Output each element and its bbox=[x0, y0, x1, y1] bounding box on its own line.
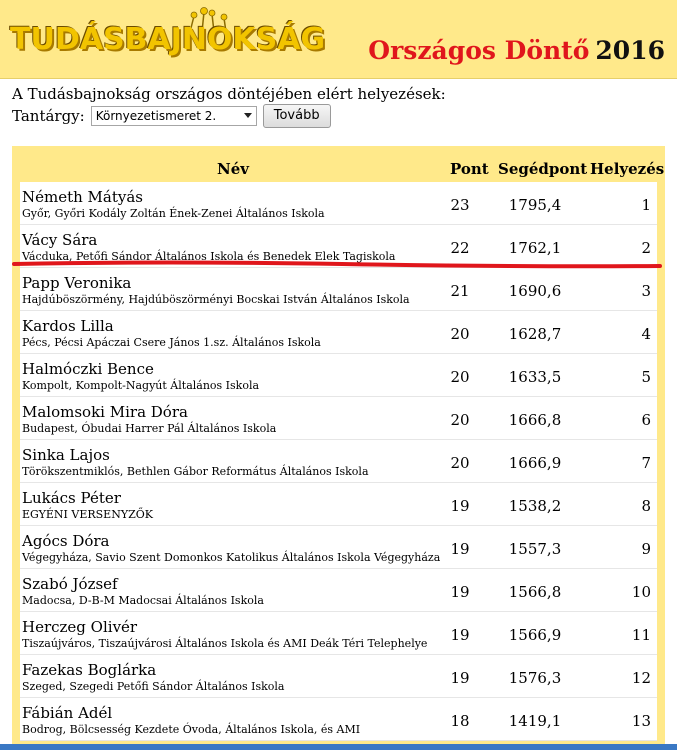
placement-cell: 3 bbox=[641, 282, 651, 300]
auxiliary-points-cell: 1419,1 bbox=[508, 712, 562, 730]
placement-cell: 12 bbox=[631, 669, 651, 687]
table-row bbox=[20, 483, 657, 526]
table-row bbox=[20, 569, 657, 612]
auxiliary-points-cell: 1566,8 bbox=[508, 583, 562, 601]
student-name: Lukács Péter bbox=[22, 489, 121, 507]
auxiliary-points-cell: 1690,6 bbox=[508, 282, 562, 300]
student-school: Győr, Győri Kodály Zoltán Ének-Zenei Általános Iskola bbox=[22, 207, 325, 220]
auxiliary-points-cell: 1633,5 bbox=[508, 368, 562, 386]
student-school: Bodrog, Bölcsesség Kezdete Óvoda, Általános Iskola, és AMI bbox=[22, 723, 361, 736]
placement-cell: 13 bbox=[631, 712, 651, 730]
auxiliary-points-cell: 1762,1 bbox=[508, 239, 562, 257]
table-row bbox=[20, 397, 657, 440]
subject-select-value: Környezetismeret 2. bbox=[95, 109, 217, 123]
points-cell: 20 bbox=[450, 368, 470, 386]
intro-text: A Tudásbajnokság országos döntéjében elért helyezések: bbox=[12, 85, 446, 103]
points-cell: 22 bbox=[450, 239, 470, 257]
table-row bbox=[20, 268, 657, 311]
os-taskbar bbox=[0, 744, 677, 750]
site-logo[interactable]: TUDÁSBAJNOKSÁG bbox=[10, 22, 326, 57]
points-cell: 19 bbox=[450, 626, 470, 644]
points-cell: 21 bbox=[450, 282, 470, 300]
placement-cell: 1 bbox=[641, 196, 651, 214]
table-row bbox=[20, 698, 657, 741]
student-name: Halmóczki Bence bbox=[22, 360, 154, 378]
placement-cell: 9 bbox=[641, 540, 651, 558]
highlight-underline bbox=[12, 258, 662, 270]
student-school: Vácduka, Petőfi Sándor Általános Iskola és Benedek Elek Tagiskola bbox=[22, 250, 396, 263]
auxiliary-points-cell: 1795,4 bbox=[508, 196, 562, 214]
student-school: Szeged, Szegedi Petőfi Sándor Általános Iskola bbox=[22, 680, 285, 693]
student-school: EGYÉNI VERSENYZŐK bbox=[22, 508, 153, 521]
site-header bbox=[0, 0, 677, 79]
student-name: Sinka Lajos bbox=[22, 446, 110, 464]
table-row bbox=[20, 182, 657, 225]
points-cell: 19 bbox=[450, 540, 470, 558]
subject-select[interactable] bbox=[91, 106, 257, 126]
student-name: Vácy Sára bbox=[22, 231, 98, 249]
points-cell: 23 bbox=[450, 196, 470, 214]
header-name: Név bbox=[217, 160, 249, 178]
table-row bbox=[20, 440, 657, 483]
student-school: Madocsa, D-B-M Madocsai Általános Iskola bbox=[22, 594, 264, 607]
chevron-down-icon bbox=[244, 113, 252, 118]
points-cell: 19 bbox=[450, 583, 470, 601]
auxiliary-points-cell: 1566,9 bbox=[508, 626, 562, 644]
header-segedpont: Segédpont bbox=[498, 160, 588, 178]
student-name: Németh Mátyás bbox=[22, 188, 144, 206]
table-row bbox=[20, 612, 657, 655]
points-cell: 20 bbox=[450, 411, 470, 429]
student-name: Agócs Dóra bbox=[22, 532, 110, 550]
points-cell: 20 bbox=[450, 454, 470, 472]
student-school: Tiszaújváros, Tiszaújvárosi Általános Iskola és AMI Deák Téri Telephelye bbox=[22, 637, 428, 650]
student-school: Pécs, Pécsi Apáczai Csere János 1.sz. Általános Iskola bbox=[22, 336, 321, 349]
student-school: Törökszentmiklós, Bethlen Gábor Református Általános Iskola bbox=[22, 465, 369, 478]
student-name: Kardos Lilla bbox=[22, 317, 114, 335]
subject-label: Tantárgy: bbox=[12, 107, 85, 125]
table-row bbox=[20, 311, 657, 354]
student-name: Fábián Adél bbox=[22, 704, 113, 722]
student-school: Budapest, Óbudai Harrer Pál Általános Iskola bbox=[22, 422, 277, 435]
points-cell: 20 bbox=[450, 325, 470, 343]
student-name: Papp Veronika bbox=[22, 274, 132, 292]
header-pont: Pont bbox=[450, 160, 489, 178]
table-row bbox=[20, 526, 657, 569]
title-year: 2016 bbox=[595, 36, 665, 65]
table-row bbox=[20, 655, 657, 698]
auxiliary-points-cell: 1628,7 bbox=[508, 325, 562, 343]
student-school: Hajdúböszörmény, Hajdúböszörményi Bocskai István Általános Iskola bbox=[22, 293, 410, 306]
student-school: Végegyháza, Savio Szent Domonkos Katolikus Általános Iskola Végegyháza bbox=[22, 551, 441, 564]
placement-cell: 7 bbox=[641, 454, 651, 472]
title-text: Országos Döntő bbox=[368, 36, 590, 65]
points-cell: 19 bbox=[450, 497, 470, 515]
results-panel bbox=[12, 146, 665, 750]
placement-cell: 8 bbox=[641, 497, 651, 515]
student-name: Fazekas Boglárka bbox=[22, 661, 157, 679]
auxiliary-points-cell: 1538,2 bbox=[508, 497, 562, 515]
auxiliary-points-cell: 1666,9 bbox=[508, 454, 562, 472]
placement-cell: 5 bbox=[641, 368, 651, 386]
student-name: Herczeg Olivér bbox=[22, 618, 138, 636]
table-header bbox=[12, 146, 665, 182]
placement-cell: 4 bbox=[641, 325, 651, 343]
auxiliary-points-cell: 1666,8 bbox=[508, 411, 562, 429]
student-school: Kompolt, Kompolt-Nagyút Általános Iskola bbox=[22, 379, 260, 392]
subject-selector-row bbox=[12, 104, 331, 128]
points-cell: 18 bbox=[450, 712, 470, 730]
header-helyezes: Helyezés bbox=[590, 160, 665, 178]
continue-button[interactable]: Tovább bbox=[263, 104, 331, 128]
student-name: Malomsoki Mira Dóra bbox=[22, 403, 188, 421]
page-title bbox=[368, 36, 665, 65]
student-name: Szabó József bbox=[22, 575, 118, 593]
table-row bbox=[20, 354, 657, 397]
placement-cell: 11 bbox=[631, 626, 651, 644]
placement-cell: 6 bbox=[641, 411, 651, 429]
placement-cell: 10 bbox=[631, 583, 651, 601]
points-cell: 19 bbox=[450, 669, 470, 687]
auxiliary-points-cell: 1557,3 bbox=[508, 540, 562, 558]
placement-cell: 2 bbox=[641, 239, 651, 257]
auxiliary-points-cell: 1576,3 bbox=[508, 669, 562, 687]
